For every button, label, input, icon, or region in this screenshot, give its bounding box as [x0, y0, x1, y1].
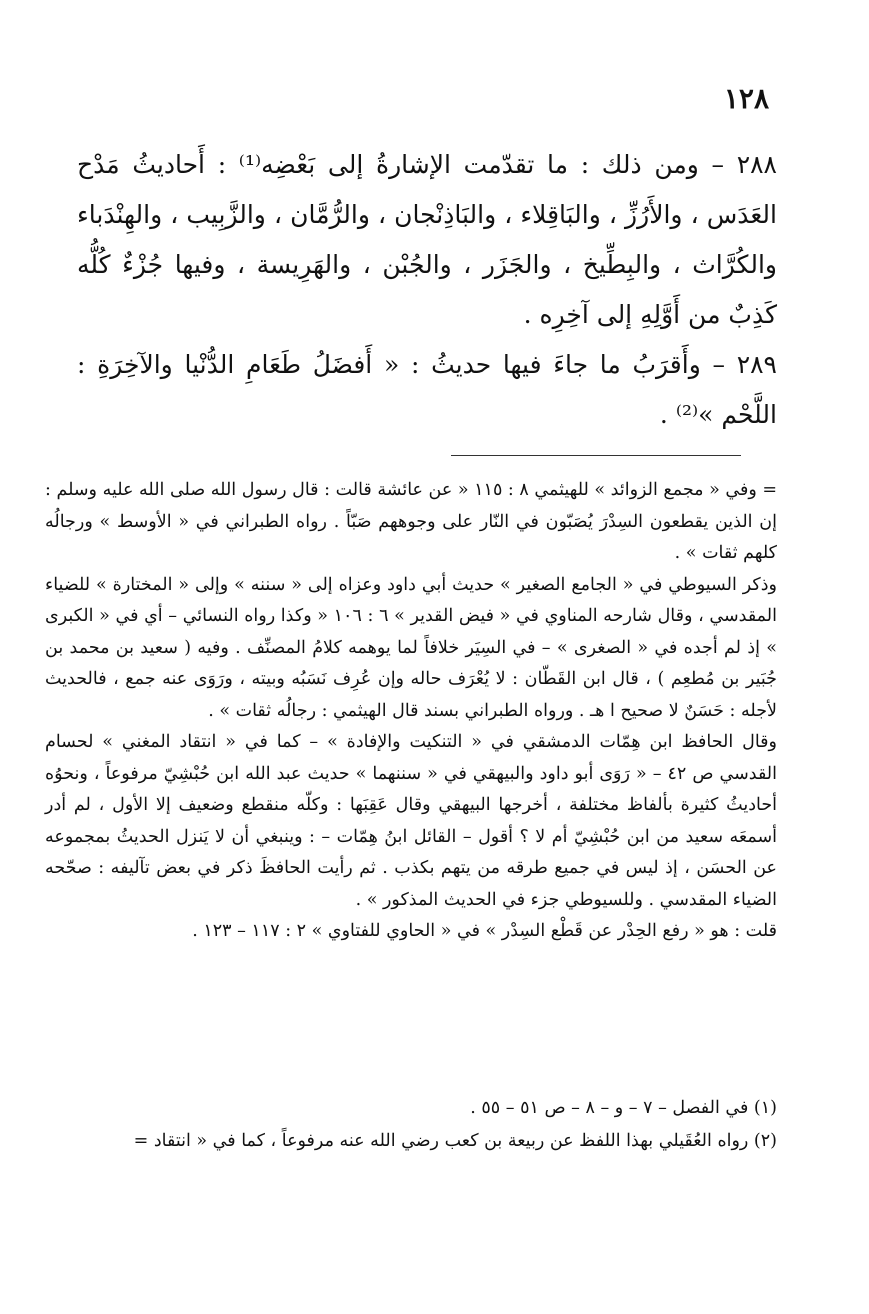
- note-paragraph: وذكر السيوطي في « الجامع الصغير » حديث أبي داود وعزاه إلى « سننه » وإلى « المختارة » للضياء المقدسي ، وقال شارحه المناوي في « فيض القدير » ٦ : ١٠٦ « وكذا رواه النسائي – أي في « الكبرى » إذ لم أجده في « الصغرى » – في السِيَر خلافاً لما يوهمه كلامُ المصنِّف . وفيه ( سعيد بن محمد بن جُبَير بن مُطعِم ) ، قال ابن القَطّان : لا يُعْرَف حاله وإن عُرِف نَسَبُه وبيته ، ورَوَى عنه جمع ، فالحديث لأجله : حَسَنٌ لا صحيح ا هـ . ورواه الطبراني بسند قال الهيثمي : رجالُه ثقات » .: [45, 574, 777, 721]
- notes-block: [45, 475, 777, 948]
- note-paragraph: وقال الحافظ ابن هِمّات الدمشقي في « التنكيت والإفادة » – كما في « انتقاد المغني » لحسام القدسي ص ٤٢ – « رَوَى أبو داود والبيهقي في « سننهما » حديث عبد الله ابن حُبْشِيّ مرفوعاً ، ونحوُه أحاديثُ كثيرة بألفاظ مختلفة ، أخرجها البيهقي وقال عَقِبَها : وكلّه منقطع وضعيف إلا الأول ، لم أدر أسمعَه سعيد من ابن حُبْشِيّ أم لا ؟ أقول – القائل ابنُ هِمّات – : وينبغي أن لا يَنزل الحديثُ بمجموعه عن الحسَن ، إذ ليس في جميع طرقه من يتهم بكذب . ثم رأيت الحافظَ ذكر في بعض تآليفه : صحّحه الضياء المقدسي . وللسيوطي جزء في الحديث المذكور » .: [45, 732, 777, 910]
- note-paragraph: = وفي « مجمع الزوائد » للهيثمي ٨ : ١١٥ « عن عائشة قالت : قال رسول الله صلى الله عليه وسلم : إن الذين يقطعون السِدْرَ يُصَبّون في النّار على وجوههم صَبّاً . رواه الطبراني في « الأوسط » ورجالُه كلهم ثقات » .: [45, 480, 777, 563]
- footnote-divider: [451, 455, 741, 456]
- page-number: ١٢٨: [723, 82, 769, 115]
- footnotes-block: [37, 1092, 777, 1158]
- note-paragraph: قلت : هو « رفع الحِدْر عن قَطْع السِدْر » في « الحاوي للفتاوي » ٢ : ١١٧ – ١٢٣ .: [192, 921, 777, 941]
- footnote-2: (٢) رواه العُقَيلي بهذا اللفظ عن ربيعة بن كعب رضي الله عنه مرفوعاً ، كما في « انتقاد =: [133, 1131, 777, 1151]
- paragraph-289: ٢٨٩ – وأَقرَبُ ما جاءَ فيها حديثُ : « أَفضَلُ طَعَامِ الدُّنْيا والآخِرَةِ : اللَّحْم »⁽²⁾ .: [77, 350, 777, 429]
- footnote-1: (١) في الفصل – ٧ – و – ٨ – ص ٥١ – ٥٥ .: [470, 1098, 777, 1118]
- paragraph-288: ٢٨٨ – ومن ذلك : ما تقدّمت الإشارةُ إلى بَعْضِه⁽¹⁾ : أَحاديثُ مَدْح العَدَس ، والأَرُزِّ ، والبَاقِلاء ، والبَاذِنْجان ، والرُّمَّان ، والزَّبِيب ، والهِنْدَباء والكُرَّاث ، والبِطِّيخ ، والجَزَر ، والجُبْن ، والهَرِيسة ، وفيها جُزْءٌ كُلُّه كَذِبٌ من أَوَّلِهِ إلى آخِرِه .: [77, 150, 777, 329]
- main-text: [77, 140, 777, 440]
